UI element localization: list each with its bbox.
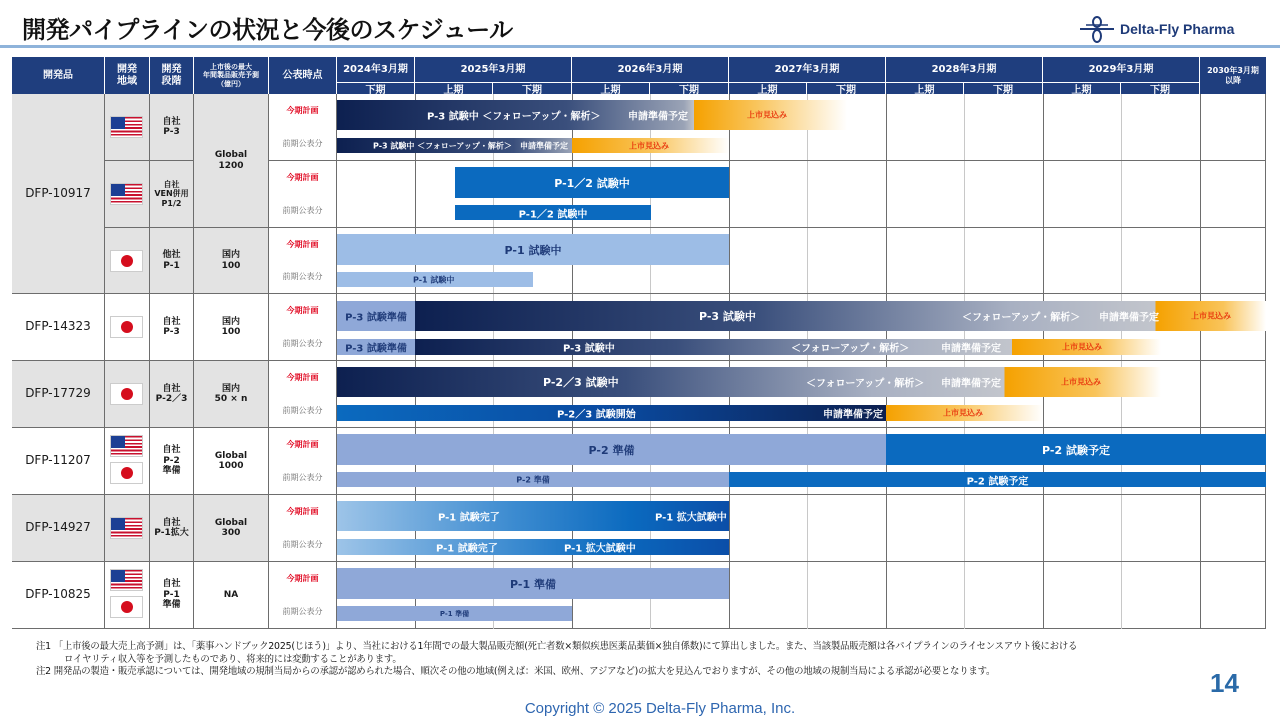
schedule-bar <box>415 301 1266 331</box>
bar-label: 上市見込み <box>1062 342 1102 352</box>
bar-label: P-2 準備 <box>588 443 635 457</box>
bar-label: 申請準備予定 <box>520 141 568 150</box>
japan-flag-icon <box>110 383 143 405</box>
row-divider <box>12 494 1266 495</box>
bar-label: P-2 試験予定 <box>1042 443 1110 457</box>
header-half: 下期 <box>964 82 1043 94</box>
bar-label: P-2／3 試験開始 <box>557 409 636 421</box>
bar-label: P-1 試験完了 <box>436 543 498 555</box>
stage-cell: 自社 P-3 <box>150 294 194 361</box>
row-label-previous: 前期公表分 <box>269 528 337 562</box>
row-divider <box>12 293 1266 294</box>
bar-label: P-3 試験中 <box>563 343 615 355</box>
bar-label: P-1 準備 <box>439 609 470 618</box>
header-year-2027: 2027年3月期 <box>729 57 886 82</box>
row-label-previous: 前期公表分 <box>269 327 337 361</box>
region-cell <box>105 495 150 562</box>
region-cell <box>105 562 150 629</box>
footnote-1-continued: ロイヤリティ収入等を予測したものであり、将来的には変動することがあります。 <box>64 653 402 665</box>
us-flag-icon <box>110 183 143 205</box>
bar-label: P-3 試験中 <box>699 310 756 323</box>
bar-label: 申請準備予定 <box>941 343 1001 355</box>
stage-cell: 自社 P-1拡大 <box>150 495 194 562</box>
bar-label: 上市見込み <box>1061 377 1101 387</box>
schedule-bar <box>337 434 886 465</box>
sales-forecast-cell: Global 1200 <box>194 94 269 228</box>
header-half: 上期 <box>415 82 493 94</box>
japan-flag-icon <box>110 462 143 484</box>
bar-label: P-3 試験準備 <box>345 312 407 324</box>
stage-cell: 自社 P-3 <box>150 94 194 161</box>
us-flag-icon <box>110 517 143 539</box>
schedule-bar <box>886 405 1043 421</box>
page-title: 開発パイプラインの状況と今後のスケジュール <box>22 16 513 44</box>
header-year-2024: 2024年3月期 <box>337 57 415 82</box>
row-label-current: 今期計画 <box>269 495 337 528</box>
grid-line <box>1200 94 1201 629</box>
footnote-2: 注2 開発品の製造・販売承認については、開発地域の規制当局からの承認が認められた場合、順次その他の地域(例えば：米国、欧州、アジアなど)の拡大を見込んでおりますが、その他の地域の規制当局による承認が必要となります。 <box>36 666 996 677</box>
stage-cell: 自社 P-2 準備 <box>150 428 194 495</box>
bar-label: 申請準備予定 <box>1099 312 1159 324</box>
bar-label: P-1 準備 <box>510 577 556 591</box>
schedule-bar <box>729 472 1266 487</box>
schedule-bar <box>337 606 572 621</box>
grid-line <box>1121 94 1122 629</box>
sales-forecast-cell: Global 1000 <box>194 428 269 495</box>
schedule-bar <box>415 339 1161 355</box>
header-sales-forecast: 上市後の最大 年間製品販売予測 （億円） <box>194 57 269 94</box>
header-year-2026: 2026年3月期 <box>572 57 729 82</box>
region-cell <box>105 94 150 161</box>
schedule-bar <box>886 434 1266 465</box>
row-label-current: 今期計画 <box>269 161 337 194</box>
pipeline-table <box>12 57 1266 629</box>
stage-cell: 自社 VEN併用 P1/2 <box>150 161 194 228</box>
product-name: DFP-10917 <box>12 94 105 294</box>
stage-cell: 自社 P-2／3 <box>150 361 194 428</box>
bar-label: 上市見込み <box>747 110 787 120</box>
grid-line <box>886 94 887 629</box>
bar-label: 申請準備予定 <box>823 409 883 421</box>
header-half: 下期 <box>337 82 415 94</box>
bar-label: ＜フォローアップ・解析＞ <box>806 378 925 390</box>
bar-label: 上市見込み <box>1191 311 1231 321</box>
bar-label: P-1 試験中 <box>413 275 455 284</box>
schedule-bar <box>337 301 415 331</box>
row-label-previous: 前期公表分 <box>269 394 337 428</box>
bar-label: P-1 拡大試験中 <box>655 512 727 524</box>
header-region: 開発 地域 <box>105 57 150 94</box>
row-label-current: 今期計画 <box>269 94 337 127</box>
schedule-bar <box>337 367 1161 397</box>
header-half: 下期 <box>807 82 886 94</box>
row-divider <box>12 561 1266 562</box>
grid-line <box>1043 94 1044 629</box>
header-half: 下期 <box>493 82 572 94</box>
header-half: 下期 <box>650 82 729 94</box>
copyright-notice: Copyright © 2025 Delta-Fly Pharma, Inc. <box>524 700 796 717</box>
product-name: DFP-14927 <box>12 495 105 562</box>
header-year-2029: 2029年3月期 <box>1043 57 1200 82</box>
bar-label: 上市見込み <box>629 141 669 150</box>
schedule-bar <box>337 100 847 130</box>
row-label-current: 今期計画 <box>269 361 337 394</box>
header-half: 上期 <box>572 82 650 94</box>
title-divider <box>0 45 1280 48</box>
bar-label: P-1 拡大試験中 <box>564 543 636 555</box>
grid-line <box>807 94 808 629</box>
row-label-previous: 前期公表分 <box>269 461 337 495</box>
header-year-2030: 2030年3月期 以降 <box>1200 57 1266 94</box>
schedule-bar <box>455 205 651 220</box>
region-cell <box>105 228 150 294</box>
bar-label: P-3 試験準備 <box>345 343 407 355</box>
schedule-bar <box>337 501 729 531</box>
header-half: 上期 <box>1043 82 1121 94</box>
product-name: DFP-11207 <box>12 428 105 495</box>
region-cell <box>105 428 150 495</box>
schedule-bar <box>337 138 729 153</box>
header-product: 開発品 <box>12 57 105 94</box>
row-divider <box>337 160 1266 161</box>
row-divider <box>12 427 1266 428</box>
row-label-previous: 前期公表分 <box>269 261 337 294</box>
sales-forecast-cell: Global 300 <box>194 495 269 562</box>
schedule-bar <box>455 167 729 198</box>
us-flag-icon <box>110 569 143 591</box>
row-label-previous: 前期公表分 <box>269 595 337 629</box>
japan-flag-icon <box>110 596 143 618</box>
region-cell <box>105 361 150 428</box>
bar-label: P-1 試験中 <box>504 243 562 257</box>
product-name: DFP-10825 <box>12 562 105 629</box>
schedule-bar <box>337 339 415 355</box>
schedule-bar <box>337 405 886 421</box>
schedule-bar <box>337 568 729 599</box>
row-label-current: 今期計画 <box>269 294 337 327</box>
us-flag-icon <box>110 116 143 138</box>
region-cell <box>105 161 150 228</box>
sales-forecast-cell: 国内 50 × n <box>194 361 269 428</box>
schedule-bar <box>337 272 533 287</box>
bar-label: P-1 試験完了 <box>438 512 500 524</box>
sales-forecast-cell: 国内 100 <box>194 228 269 294</box>
footnote-1: 注1 「上市後の最大売上高予測」は、「薬事ハンドブック2025(じほう)」より、当社における1年間での最大製品販売額(死亡者数×類似疾患医薬品薬価×独自係数)にて算出しました。また、当該製品販売額は各パイプラインのライセンスアウト後における <box>36 641 1078 652</box>
header-release: 公表時点 <box>269 57 337 94</box>
bar-label: P-3 試験中 ＜フォローアップ・解析＞ <box>427 111 601 123</box>
bar-label: 申請準備予定 <box>628 111 688 123</box>
product-name: DFP-17729 <box>12 361 105 428</box>
bar-label: P-2 準備 <box>516 475 550 484</box>
grid-line <box>729 94 730 629</box>
row-label-current: 今期計画 <box>269 562 337 595</box>
header-half: 上期 <box>886 82 964 94</box>
us-flag-icon <box>110 435 143 457</box>
bar-label: P-3 試験中 ＜フォローアップ・解析＞ <box>373 141 512 150</box>
header-year-2028: 2028年3月期 <box>886 57 1043 82</box>
bar-label: P-2 試験予定 <box>966 476 1029 487</box>
company-logo <box>1078 14 1234 44</box>
bar-label: ＜フォローアップ・解析＞ <box>791 343 910 355</box>
japan-flag-icon <box>110 316 143 338</box>
row-label-previous: 前期公表分 <box>269 127 337 161</box>
row-label-current: 今期計画 <box>269 228 337 261</box>
region-cell <box>105 294 150 361</box>
delta-fly-logo-icon <box>1078 14 1116 44</box>
stage-cell: 他社 P-1 <box>150 228 194 294</box>
logo-text: Delta-Fly Pharma <box>1120 21 1235 37</box>
schedule-bar <box>337 539 729 555</box>
sales-forecast-cell: NA <box>194 562 269 629</box>
schedule-bar <box>337 472 729 487</box>
row-divider <box>337 227 1266 228</box>
header-half: 下期 <box>1121 82 1200 94</box>
bar-label: ＜フォローアップ・解析＞ <box>962 312 1081 324</box>
schedule-bar <box>337 234 729 265</box>
japan-flag-icon <box>110 250 143 272</box>
stage-cell: 自社 P-1 準備 <box>150 562 194 629</box>
footnotes <box>36 641 1077 679</box>
grid-line <box>964 94 965 629</box>
row-label-previous: 前期公表分 <box>269 194 337 228</box>
header-half: 上期 <box>729 82 807 94</box>
bar-label: 申請準備予定 <box>941 378 1001 390</box>
header-stage: 開発 段階 <box>150 57 194 94</box>
sales-forecast-cell: 国内 100 <box>194 294 269 361</box>
bar-label: 上市見込み <box>943 408 983 418</box>
row-label-current: 今期計画 <box>269 428 337 461</box>
bar-label: P-2／3 試験中 <box>543 376 619 389</box>
product-name: DFP-14323 <box>12 294 105 361</box>
bar-label: P-1／2 試験中 <box>518 209 588 220</box>
header-year-2025: 2025年3月期 <box>415 57 572 82</box>
page-number: 14 <box>1210 668 1239 698</box>
row-divider <box>12 360 1266 361</box>
bar-label: P-1／2 試験中 <box>554 176 630 190</box>
